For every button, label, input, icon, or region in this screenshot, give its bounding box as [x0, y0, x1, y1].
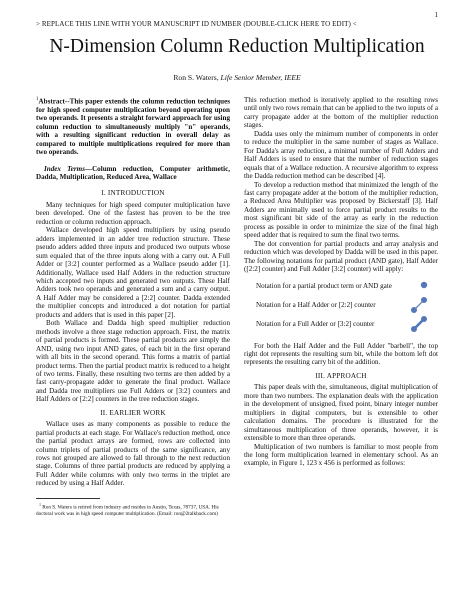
notation-label: Notation for a partial product term or AND gate	[256, 281, 392, 290]
section-heading-earlier-work: II. EARLIER WORK	[100, 408, 166, 417]
body-paragraph: For both the Half Adder and the Full Adder "barbell", the top right dot represents the resulting sum bit, while the bottom left dot represents the resulting carry bit of the addition.	[244, 341, 438, 367]
dot-icon	[419, 280, 429, 290]
footnote-marker: 1	[39, 501, 41, 507]
author-line	[0, 73, 474, 82]
notation-label: Notation for a Full Adder or [3:2] counter	[256, 319, 375, 328]
section-heading-approach: III. APPROACH	[315, 371, 367, 380]
intro-paragraph: Many techniques for high speed computer multiplication have been developed. One of the fastest has proven to be the tree reduction or column reduction approach.	[36, 200, 230, 226]
body-paragraph: To develop a reduction method that minimized the length of the fast carry propagate adder at the bottom of the multiplier reduction, a Reduced Area Multiplier was proposed by Bickerstaff [3]. Half Adders are minimally used to force partial product results to the most significant bit side of the array as early in the reduction process as possible in order to minimize the size of the final high speed adder that is required to sum the final two terms.	[244, 180, 438, 240]
index-terms: Index Terms—Column reduction, Computer arithmetic, Dadda, Multiplication, Reduced Area, Wallace	[36, 164, 231, 181]
intro-paragraph: Wallace developed high speed multipliers by using pseudo adders implemented in an adder tree reduction structure. These pseudo adders added three inputs and produced two outputs whose sum equaled that of the three inputs along with a carry out. A Full Adder or [3:2] counter performed as a Wallace pseudo adder [1]. Additionally, Wallace used Half Adders in the reduction structure which accepted two inputs and generated two outputs. These Half Adders took two operands and generated a sum and a carry output. A Half Adder may be considered a [2:2] counter. Dadda extended the multiplier concepts and introduced a dot notation for partial products and adders that is used in this paper [2].	[36, 226, 230, 319]
index-terms-label: Index Terms	[44, 164, 85, 173]
body-paragraph: Dadda uses only the minimum number of components in order to reduce the multiplier in the same number of stages as Wallace. For Dadda's array reduction, a minimal number of Full Adders and Half Adders is used to ensure that the number of reduction stages equals that of a Wallace reduction. A recursive algorithm to express the Dadda reduction method can be described [4].	[244, 129, 438, 181]
notation-half-adder	[244, 299, 438, 313]
earlier-work-paragraph: Wallace uses as many components as possible to reduce the partial products at each stage. For Wallace's reduction method, once the partial product arrays are formed, rows are collected into column triplets of partial products of the same significance, any rows not grouped are allowed to fall through to the next reduction stage. Columns of three partial products are reduced by applying a Full Adder while columns with only two terms in the triplet are reduced by using a Half Adder.	[36, 420, 230, 488]
paper-title: N-Dimension Column Reduction Multiplication	[49, 36, 425, 57]
author-affiliation: Life Senior Member, IEEE	[220, 73, 301, 82]
intro-paragraph: Both Wallace and Dadda high speed multiplier reduction methods involve a three stage reduction approach. First, the matrix of partial products is formed. These partial products are simply the AND, using two input AND gates, of each bit in the first operand with all bits in the second operand. This forms a matrix of partial product terms. Then the partial product matrix is reduced to a height of two terms. Finally, these resulting two terms are then added by a fast carry-propagate adder to generate the final product. Wallace and Dadda tree multipliers use Full Adders or [3:2] counters and Half Adders or [2:2] counters in the tree reduction stages.	[36, 319, 230, 404]
section-heading-introduction: I. INTRODUCTION	[101, 189, 165, 198]
right-column	[244, 96, 438, 468]
full-adder-barbell-icon	[410, 315, 428, 333]
notation-label: Notation for a Half Adder or [2:2] counter	[256, 300, 376, 309]
body-paragraph: This reduction method is iteratively applied to the resulting rows until only two rows remain that can be applied to the two inputs of a carry propagate adder at the bottom of the multiplier reduction stages.	[244, 96, 438, 130]
abstract-footnote-marker: 1	[36, 97, 39, 102]
footnote-divider	[36, 498, 100, 499]
approach-paragraph: This paper deals with the, simultaneous, digital multiplication of more than two numbers. The explanation deals with the application in the development of unsigned, fixed point, binary integer number multipliers in digital computers, but is extensible to other calculation domains. The procedure is illustrated for the simultaneous multiplication of three operands, however, it is extensible to more than three operands.	[244, 383, 438, 443]
notation-partial-product	[244, 280, 438, 294]
page-number: 1	[434, 11, 438, 19]
notation-full-adder	[244, 318, 438, 332]
approach-paragraph: Multiplication of two numbers is familiar to most people from the long form multiplication learned in elementary school. As an example, in Figure 1, 123 x 456 is performed as follows:	[244, 442, 438, 468]
half-adder-barbell-icon	[410, 296, 428, 314]
footnote: $^1$ Ron S. Waters is retired from industry and resides in Austin, Texas, 78737, USA. His doctoral work was in high speed computer multiplication. (Email: ron@2talkback.com)	[36, 501, 219, 518]
author-name: Ron S. Waters,	[173, 73, 219, 82]
body-paragraph: The dot convention for partial products and array analysis and reduction which was developed by Dadda will be used in this paper. The following notations for partial product (AND gate), Half Adder ([2:2] counter) and Full Adder [3:2] counter) will apply:	[244, 239, 438, 274]
left-column	[36, 96, 230, 518]
manuscript-header[interactable]: > REPLACE THIS LINE WITH YOUR MANUSCRIPT ID NUMBER (DOUBLE-CLICK HERE TO EDIT) <	[36, 20, 357, 28]
abstract: $^1$Abstract--This paper extends the column reduction techniques for high speed computer multiplication beyond operating upon two operands. It presents a straight forward approach for using column reduction to simultaneously multiply "n" operands, with a resulting significant reduction in overall delay as compared to multiple multiplications required for more than two operands.	[36, 97, 230, 157]
